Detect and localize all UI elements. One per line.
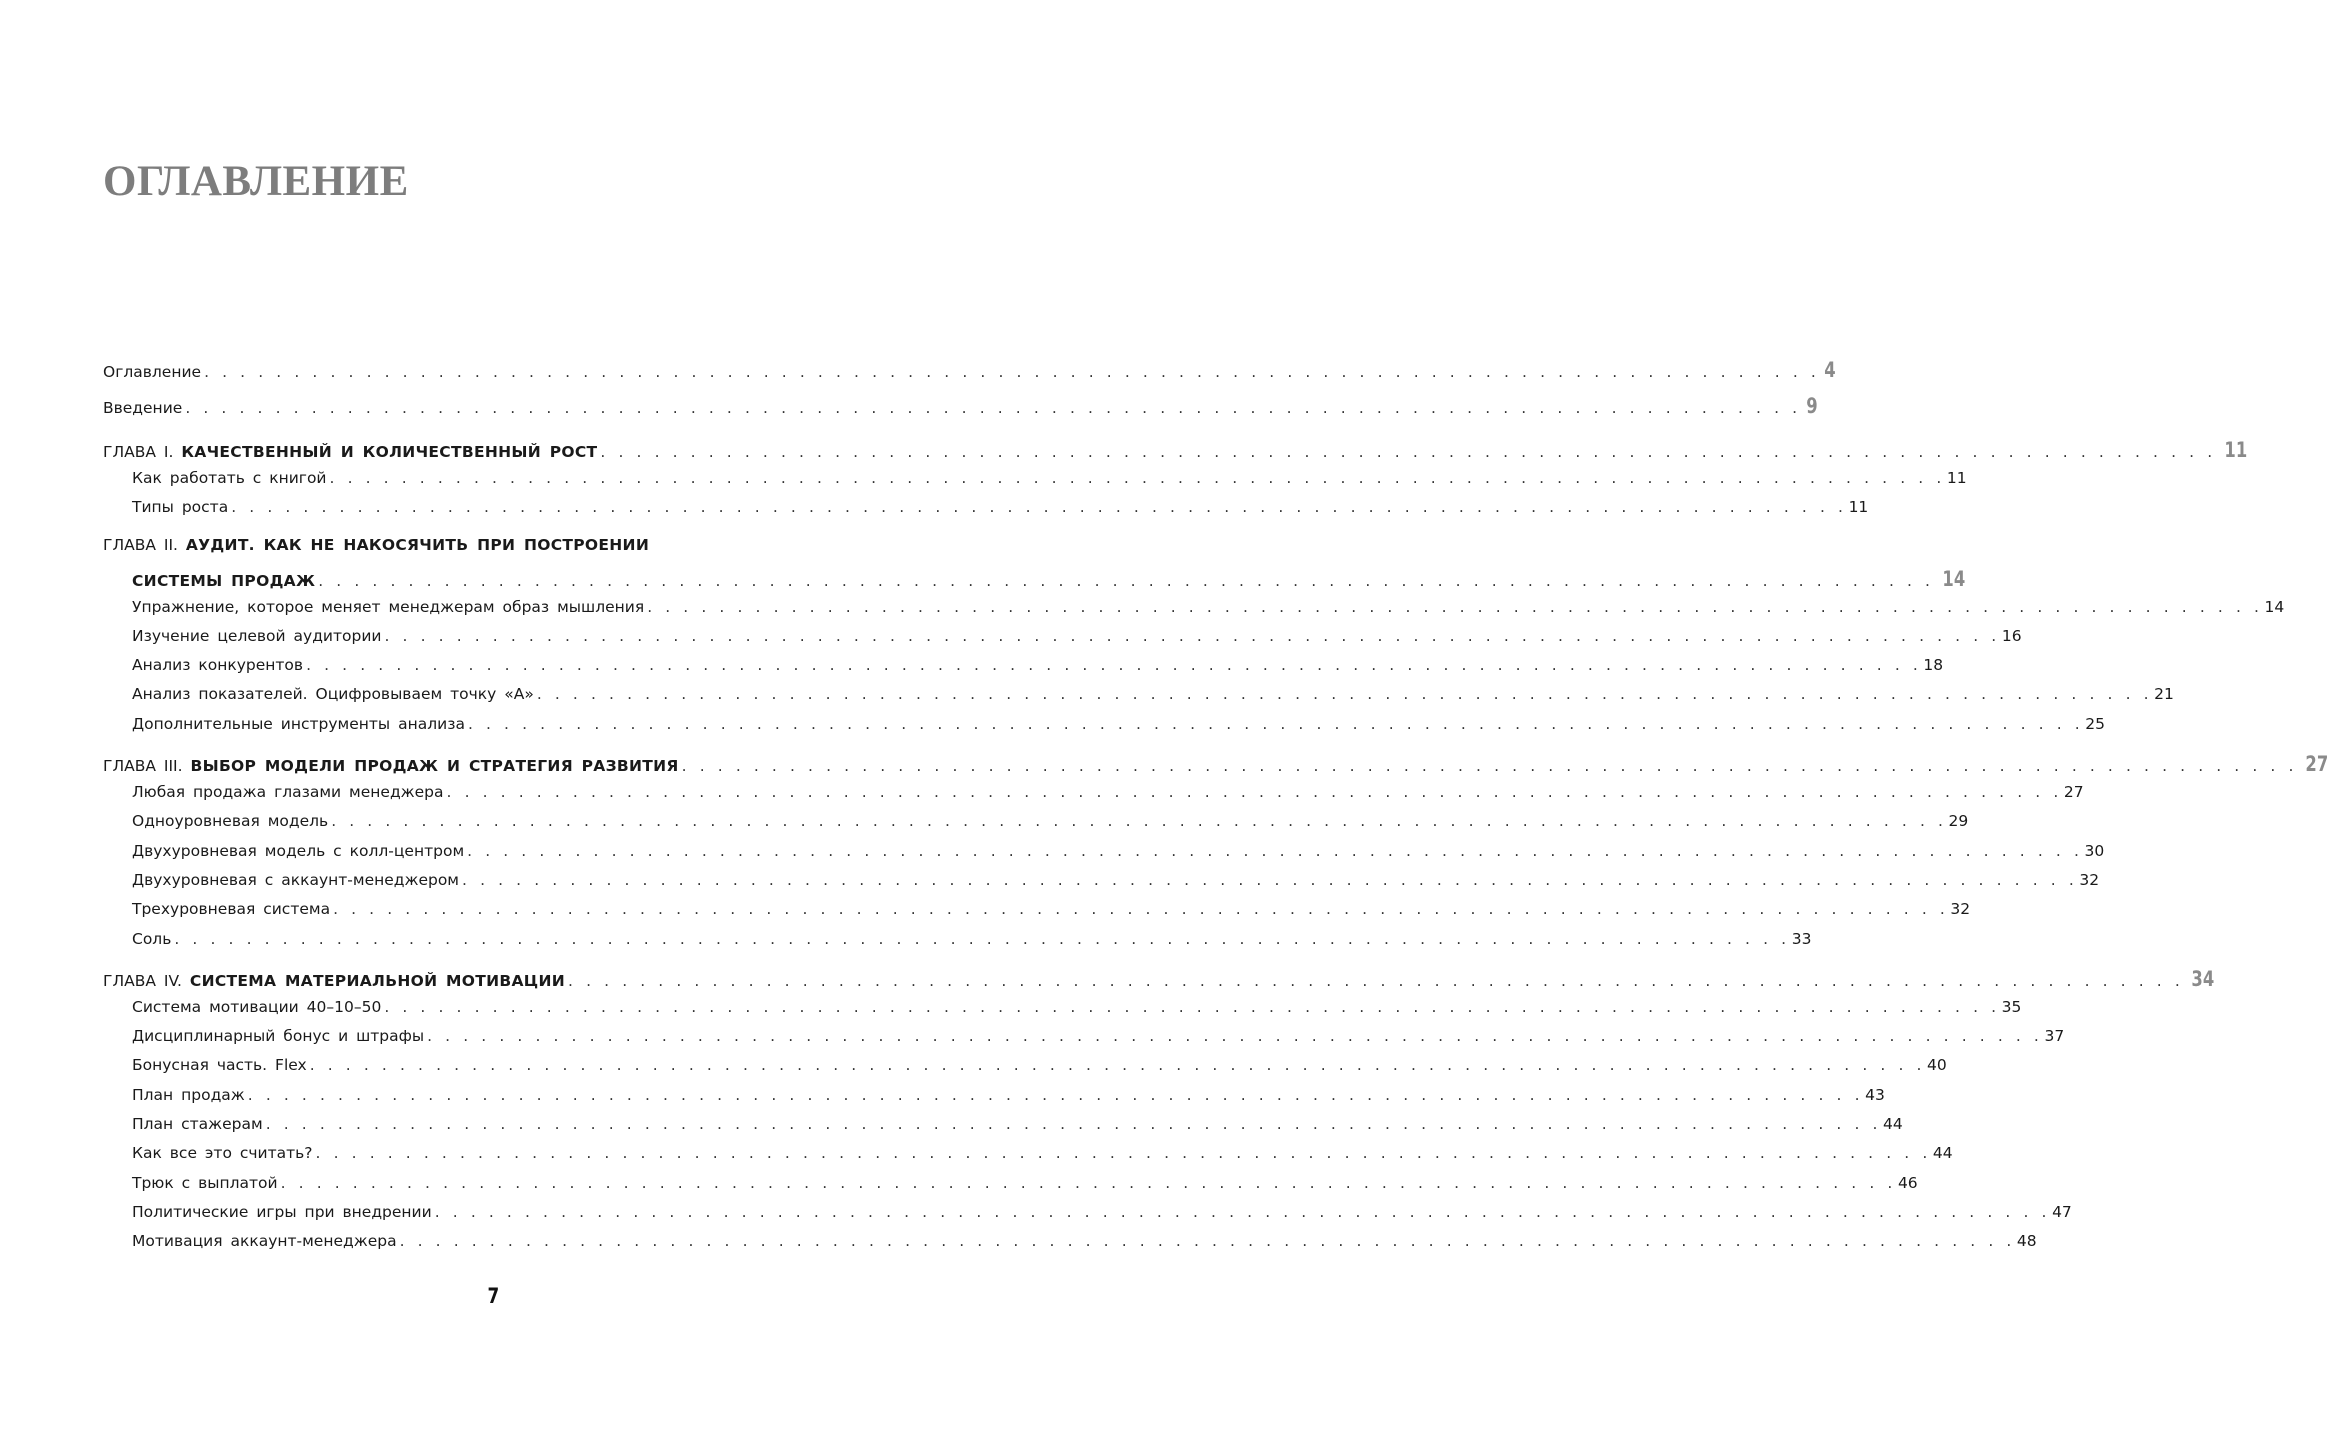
chapter-heading xyxy=(103,757,679,775)
chapter-page: 11 xyxy=(2224,438,2247,462)
section-page: 29 xyxy=(1948,812,1969,831)
chapter-prefix: ГЛАВА I. xyxy=(103,443,174,461)
section-label: Упражнение, которое меняет менеджерам образ мышления xyxy=(132,597,645,616)
toc-entry-label: Оглавление xyxy=(103,363,202,381)
section-label: Как все это считать? xyxy=(132,1144,313,1163)
chapter-title: АУДИТ. КАК НЕ НАКОСЯЧИТЬ ПРИ ПОСТРОЕНИИ xyxy=(185,535,650,554)
toc-section[interactable] xyxy=(103,656,1944,685)
page-number xyxy=(0,1284,987,1308)
section-label: Бонусная часть. Flex xyxy=(132,1056,307,1075)
section-label: Анализ показателей. Оцифровываем точку «А» xyxy=(132,685,534,704)
section-page: 44 xyxy=(1883,1115,1903,1134)
toc-section[interactable] xyxy=(103,1144,1953,1173)
dot-leader: . . . . . . . . . . . . . . . . . . . . . . . . . . . . . . . . . . . . . . . . . . . . . . . . . . . . . . . . . . . . . . . . . . . . . . . . . . . . . . . . . . . . . . . . . . xyxy=(247,1085,1863,1104)
dot-leader: . . . . . . . . . . . . . . . . . . . . . . . . . . . . . . . . . . . . . . . . . . . . . . . . . . . . . . . . . . . . . . . . . . . . . . . . . . . . . . . . . . . . . . . . . . xyxy=(647,597,2262,616)
chapter-page: 14 xyxy=(1942,566,1965,591)
dot-leader: . . . . . . . . . . . . . . . . . . . . . . . . . . . . . . . . . . . . . . . . . . . . . . . . . . . . . . . . . . . . . . . . . . . . . . . . . . . . . . . . . . . . . . . . . . xyxy=(446,783,2061,802)
chapter-heading xyxy=(103,972,565,990)
toc-section[interactable] xyxy=(103,498,1869,527)
dot-leader: . . . . . . . . . . . . . . . . . . . . . . . . . . . . . . . . . . . . . . . . . . . . . . . . . . . . . . . . . . . . . . . . . . . . . . . . . . . . . . . . . . . . . . . . . . xyxy=(204,363,1819,381)
dot-leader: . . . . . . . . . . . . . . . . . . . . . . . . . . . . . . . . . . . . . . . . . . . . . . . . . . . . . . . . . . . . . . . . . . . . . . . . . . . . . . . . . . . . . . . . . . xyxy=(331,812,1946,831)
toc-chapter-3[interactable] xyxy=(103,752,2328,783)
toc-section[interactable] xyxy=(103,1173,1918,1203)
section-page: 32 xyxy=(2079,870,2100,889)
section-label: Двухуровневая модель с колл-центром xyxy=(132,841,465,860)
dot-leader: . . . . . . . . . . . . . . . . . . . . . . . . . . . . . . . . . . . . . . . . . . . . . . . . . . . . . . . . . . . . . . . . . . . . . . . . . . . . . . . . . . . . . . . . . . xyxy=(333,900,1948,919)
section-page: 11 xyxy=(1946,469,1967,487)
section-label: Система мотивации 40–10–50 xyxy=(132,997,382,1016)
dot-leader: . . . . . . . . . . . . . . . . . . . . . . . . . . . . . . . . . . . . . . . . . . . . . . . . . . . . . . . . . . . . . . . . . . . . . . . . . . . . . . . . . . . . . . . . . . xyxy=(536,685,2152,704)
section-label: Типы роста xyxy=(132,498,229,517)
section-page: 47 xyxy=(2052,1202,2072,1221)
toc-entry-label: Введение xyxy=(103,399,183,417)
dot-leader: . . . . . . . . . . . . . . . . . . . . . . . . . . . . . . . . . . . . . . . . . . . . . . . . . . . . . . . . . . . . . . . . . . . . . . . . . . . . . . . . . . . . . . . . . . xyxy=(231,498,1846,517)
section-page: 48 xyxy=(2016,1232,2037,1251)
chapter-title: СИСТЕМА МАТЕРИАЛЬНОЙ МОТИВАЦИИ xyxy=(189,971,566,990)
toc-section[interactable] xyxy=(103,626,2022,656)
section-page: 46 xyxy=(1897,1173,1918,1192)
dot-leader: . . . . . . . . . . . . . . . . . . . . . . . . . . . . . . . . . . . . . . . . . . . . . . . . . . . . . . . . . . . . . . . . . . . . . . . . . . . . . . . . . . . . . . . . . . xyxy=(265,1115,1881,1134)
toc-entry-page: 4 xyxy=(1824,358,1837,382)
section-label: План стажерам xyxy=(132,1115,263,1134)
section-label: Трехуровневая система xyxy=(132,900,331,919)
section-page: 37 xyxy=(2044,1027,2065,1046)
section-label: План продаж xyxy=(132,1085,245,1104)
chapter-heading xyxy=(103,536,649,554)
toc-chapter-2[interactable] xyxy=(103,536,861,567)
toc-section[interactable] xyxy=(103,1202,2072,1232)
toc-section[interactable] xyxy=(103,841,2105,871)
section-label: Дисциплинарный бонус и штрафы xyxy=(132,1027,425,1046)
toc-section[interactable] xyxy=(103,870,2100,900)
dot-leader: . . . . . . . . . . . . . . . . . . . . . . . . . . . . . . . . . . . . . . . . . . . . . . . . . . . . . . . . . . . . . . . . . . . . . . . . . . . . . . . . . . . . . . . . . . xyxy=(568,971,2183,990)
section-page: 33 xyxy=(1791,929,1812,948)
section-label: Любая продажа глазами менеджера xyxy=(132,783,444,802)
toc-section[interactable] xyxy=(103,1056,1947,1085)
dot-leader: . . . . . . . . . . . . . . . . . . . . . . . . . . . . . . . . . . . . . . . . . . . . . . . . . . . . . . . . . . . . . . . . . . . . . . . . . . . . . . . . . . . . . . . . . . xyxy=(467,714,2083,733)
chapter-page: 27 xyxy=(2305,752,2328,777)
section-page: 43 xyxy=(1865,1085,1885,1104)
toc-section[interactable] xyxy=(103,929,1812,959)
dot-leader: . . . . . . . . . . . . . . . . . . . . . . . . . . . . . . . . . . . . . . . . . . . . . . . . . . . . . . . . . . . . . . . . . . . . . . . . . . . . . . . . . . . . . . . . . . xyxy=(600,443,2215,461)
toc-chapter-4[interactable] xyxy=(103,966,2215,998)
toc-section[interactable] xyxy=(103,997,2022,1027)
section-page: 32 xyxy=(1950,900,1971,919)
section-page: 21 xyxy=(2154,685,2174,704)
section-label: Мотивация аккаунт-менеджера xyxy=(132,1232,397,1251)
chapter-prefix: ГЛАВА III. xyxy=(103,757,183,776)
dot-leader: . . . . . . . . . . . . . . . . . . . . . . . . . . . . . . . . . . . . . . . . . . . . . . . . . . . . . . . . . . . . . . . . . . . . . . . . . . . . . . . . . . . . . . . . . . xyxy=(315,1144,1930,1163)
toc-section[interactable] xyxy=(103,812,1969,841)
toc-chapter-2-continued[interactable] xyxy=(103,566,1965,598)
section-page: 14 xyxy=(2264,597,2285,616)
section-page: 40 xyxy=(1927,1056,1947,1075)
section-label: Трюк с выплатой xyxy=(132,1173,278,1192)
toc-section[interactable] xyxy=(103,1027,2065,1056)
section-label: Политические игры при внедрении xyxy=(132,1202,432,1221)
chapter-heading xyxy=(103,443,597,461)
dot-leader: . . . . . . . . . . . . . . . . . . . . . . . . . . . . . . . . . . . . . . . . . . . . . . . . . . . . . . . . . . . . . . . . . . . . . . . . . . . . . . . . . . . . . . . . . . xyxy=(434,1202,2050,1221)
section-page: 35 xyxy=(2001,997,2022,1016)
dot-leader: . . . . . . . . . . . . . . . . . . . . . . . . . . . . . . . . . . . . . . . . . . . . . . . . . . . . . . . . . . . . . . . . . . . . . . . . . . . . . . . . . . . . . . . . . . xyxy=(318,571,1933,590)
chapter-prefix: ГЛАВА II. xyxy=(103,535,178,554)
dot-leader: . . . . . . . . . . . . . . . . . . . . . . . . . . . . . . . . . . . . . . . . . . . . . . . . . . . . . . . . . . . . . . . . . . . . . . . . . . . . . . . . . . . . . . . . . . xyxy=(185,399,1800,417)
toc-entry-introduction[interactable] xyxy=(103,394,1818,430)
dot-leader: . . . . . . . . . . . . . . . . . . . . . . . . . . . . . . . . . . . . . . . . . . . . . . . . . . . . . . . . . . . . . . . . . . . . . . . . . . . . . . . . . . . . . . . . . . xyxy=(462,870,2077,889)
chapter-prefix: ГЛАВА IV. xyxy=(103,971,182,990)
toc-section[interactable] xyxy=(103,685,2174,714)
page-number-text: 7 xyxy=(487,1284,500,1308)
toc-section[interactable] xyxy=(103,469,1967,498)
dot-leader: . . . . . . . . . . . . . . . . . . . . . . . . . . . . . . . . . . . . . . . . . . . . . . . . . . . . . . . . . . . . . . . . . . . . . . . . . . . . . . . . . . . . . . . . . . xyxy=(280,1173,1895,1192)
section-page: 18 xyxy=(1923,656,1944,675)
section-page: 30 xyxy=(2084,841,2105,860)
section-label: Дополнительные инструменты анализа xyxy=(132,714,465,733)
chapter-title-continued: СИСТЕМЫ ПРОДАЖ xyxy=(132,571,316,590)
dot-leader: . . . . . . . . . . . . . . . . . . . . . . . . . . . . . . . . . . . . . . . . . . . . . . . . . . . . . . . . . . . . . . . . . . . . . . . . . . . . . . . . . . . . . . . . . . xyxy=(306,656,1921,675)
section-page: 27 xyxy=(2063,783,2084,802)
section-label: Одноуровневая модель xyxy=(132,812,329,831)
dot-leader: . . . . . . . . . . . . . . . . . . . . . . . . . . . . . . . . . . . . . . . . . . . . . . . . . . . . . . . . . . . . . . . . . . . . . . . . . . . . . . . . . . . . . . . . . . xyxy=(427,1027,2042,1046)
section-page: 16 xyxy=(2001,626,2022,645)
chapter-page: 34 xyxy=(2191,966,2215,991)
section-label: Соль xyxy=(132,929,172,948)
section-page: 25 xyxy=(2085,714,2106,733)
table-of-contents xyxy=(103,358,2328,1262)
chapter-title: КАЧЕСТВЕННЫЙ И КОЛИЧЕСТВЕННЫЙ РОСТ xyxy=(181,443,598,461)
section-page: 44 xyxy=(1932,1144,1953,1163)
dot-leader: . . . . . . . . . . . . . . . . . . . . . . . . . . . . . . . . . . . . . . . . . . . . . . . . . . . . . . . . . . . . . . . . . . . . . . . . . . . . . . . . . . . . . . . . . . xyxy=(681,757,2296,776)
section-label: Как работать с книгой xyxy=(132,469,327,487)
dot-leader: . . . . . . . . . . . . . . . . . . . . . . . . . . . . . . . . . . . . . . . . . . . . . . . . . . . . . . . . . . . . . . . . . . . . . . . . . . . . . . . . . . . . . . . . . . xyxy=(399,1232,2014,1251)
toc-section[interactable] xyxy=(103,900,1971,929)
toc-entry-contents[interactable] xyxy=(103,358,1837,394)
toc-section[interactable] xyxy=(103,714,2106,744)
toc-section[interactable] xyxy=(103,597,2285,627)
dot-leader: . . . . . . . . . . . . . . . . . . . . . . . . . . . . . . . . . . . . . . . . . . . . . . . . . . . . . . . . . . . . . . . . . . . . . . . . . . . . . . . . . . . . . . . . . . xyxy=(384,626,1999,645)
toc-section[interactable] xyxy=(103,1115,1903,1144)
chapter-title: ВЫБОР МОДЕЛИ ПРОДАЖ И СТРАТЕГИЯ РАЗВИТИЯ xyxy=(190,757,679,776)
dot-leader: . . . . . . . . . . . . . . . . . . . . . . . . . . . . . . . . . . . . . . . . . . . . . . . . . . . . . . . . . . . . . . . . . . . . . . . . . . . . . . . . . . . . . . . . . . xyxy=(309,1056,1925,1075)
page-title: ОГЛАВЛЕНИЕ xyxy=(103,158,409,205)
toc-section[interactable] xyxy=(103,1232,2037,1261)
toc-chapter-1[interactable] xyxy=(103,438,2247,469)
dot-leader: . . . . . . . . . . . . . . . . . . . . . . . . . . . . . . . . . . . . . . . . . . . . . . . . . . . . . . . . . . . . . . . . . . . . . . . . . . . . . . . . . . . . . . . . . . xyxy=(329,469,1944,487)
section-label: Изучение целевой аудитории xyxy=(132,626,382,645)
section-label: Анализ конкурентов xyxy=(132,656,304,675)
toc-entry-page: 9 xyxy=(1805,394,1818,418)
toc-section[interactable] xyxy=(103,1085,1885,1115)
dot-leader: . . . . . . . . . . . . . . . . . . . . . . . . . . . . . . . . . . . . . . . . . . . . . . . . . . . . . . . . . . . . . . . . . . . . . . . . . . . . . . . . . . . . . . . . . . xyxy=(467,841,2082,860)
section-label: Двухуровневая с аккаунт-менеджером xyxy=(132,870,460,889)
dot-leader: . . . . . . . . . . . . . . . . . . . . . . . . . . . . . . . . . . . . . . . . . . . . . . . . . . . . . . . . . . . . . . . . . . . . . . . . . . . . . . . . . . . . . . . . . . xyxy=(174,929,1789,948)
dot-leader: . . . . . . . . . . . . . . . . . . . . . . . . . . . . . . . . . . . . . . . . . . . . . . . . . . . . . . . . . . . . . . . . . . . . . . . . . . . . . . . . . . . . . . . . . . xyxy=(384,997,1999,1016)
section-page: 11 xyxy=(1848,498,1869,517)
toc-section[interactable] xyxy=(103,783,2084,812)
